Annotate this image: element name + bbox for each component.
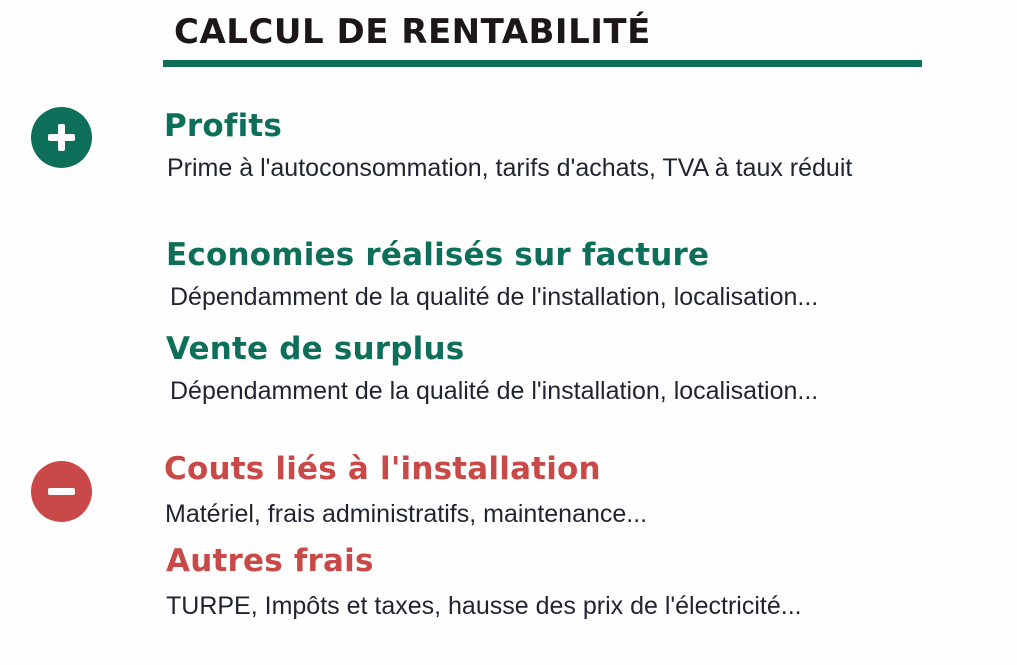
cost-text-installation: Matériel, frais administratifs, maintenance...	[165, 500, 648, 528]
gain-text-profits: Prime à l'autoconsommation, tarifs d'achats, TVA à taux réduit	[167, 154, 853, 182]
cost-heading-other: Autres frais	[166, 543, 374, 579]
page-title: CALCUL DE RENTABILITÉ	[174, 12, 651, 52]
cost-text-other: TURPE, Impôts et taxes, hausse des prix de l'électricité...	[166, 592, 802, 620]
gain-heading-surplus: Vente de surplus	[166, 331, 465, 367]
gain-text-savings: Dépendamment de la qualité de l'installation, localisation...	[170, 283, 819, 311]
plus-circle-icon	[31, 107, 92, 168]
gain-heading-profits: Profits	[164, 108, 283, 144]
minus-circle-icon	[31, 461, 92, 522]
title-underline	[163, 60, 922, 67]
gain-text-surplus: Dépendamment de la qualité de l'installation, localisation...	[170, 377, 819, 405]
gain-heading-savings: Economies réalisés sur facture	[166, 237, 710, 273]
cost-heading-installation: Couts liés à l'installation	[164, 451, 601, 487]
